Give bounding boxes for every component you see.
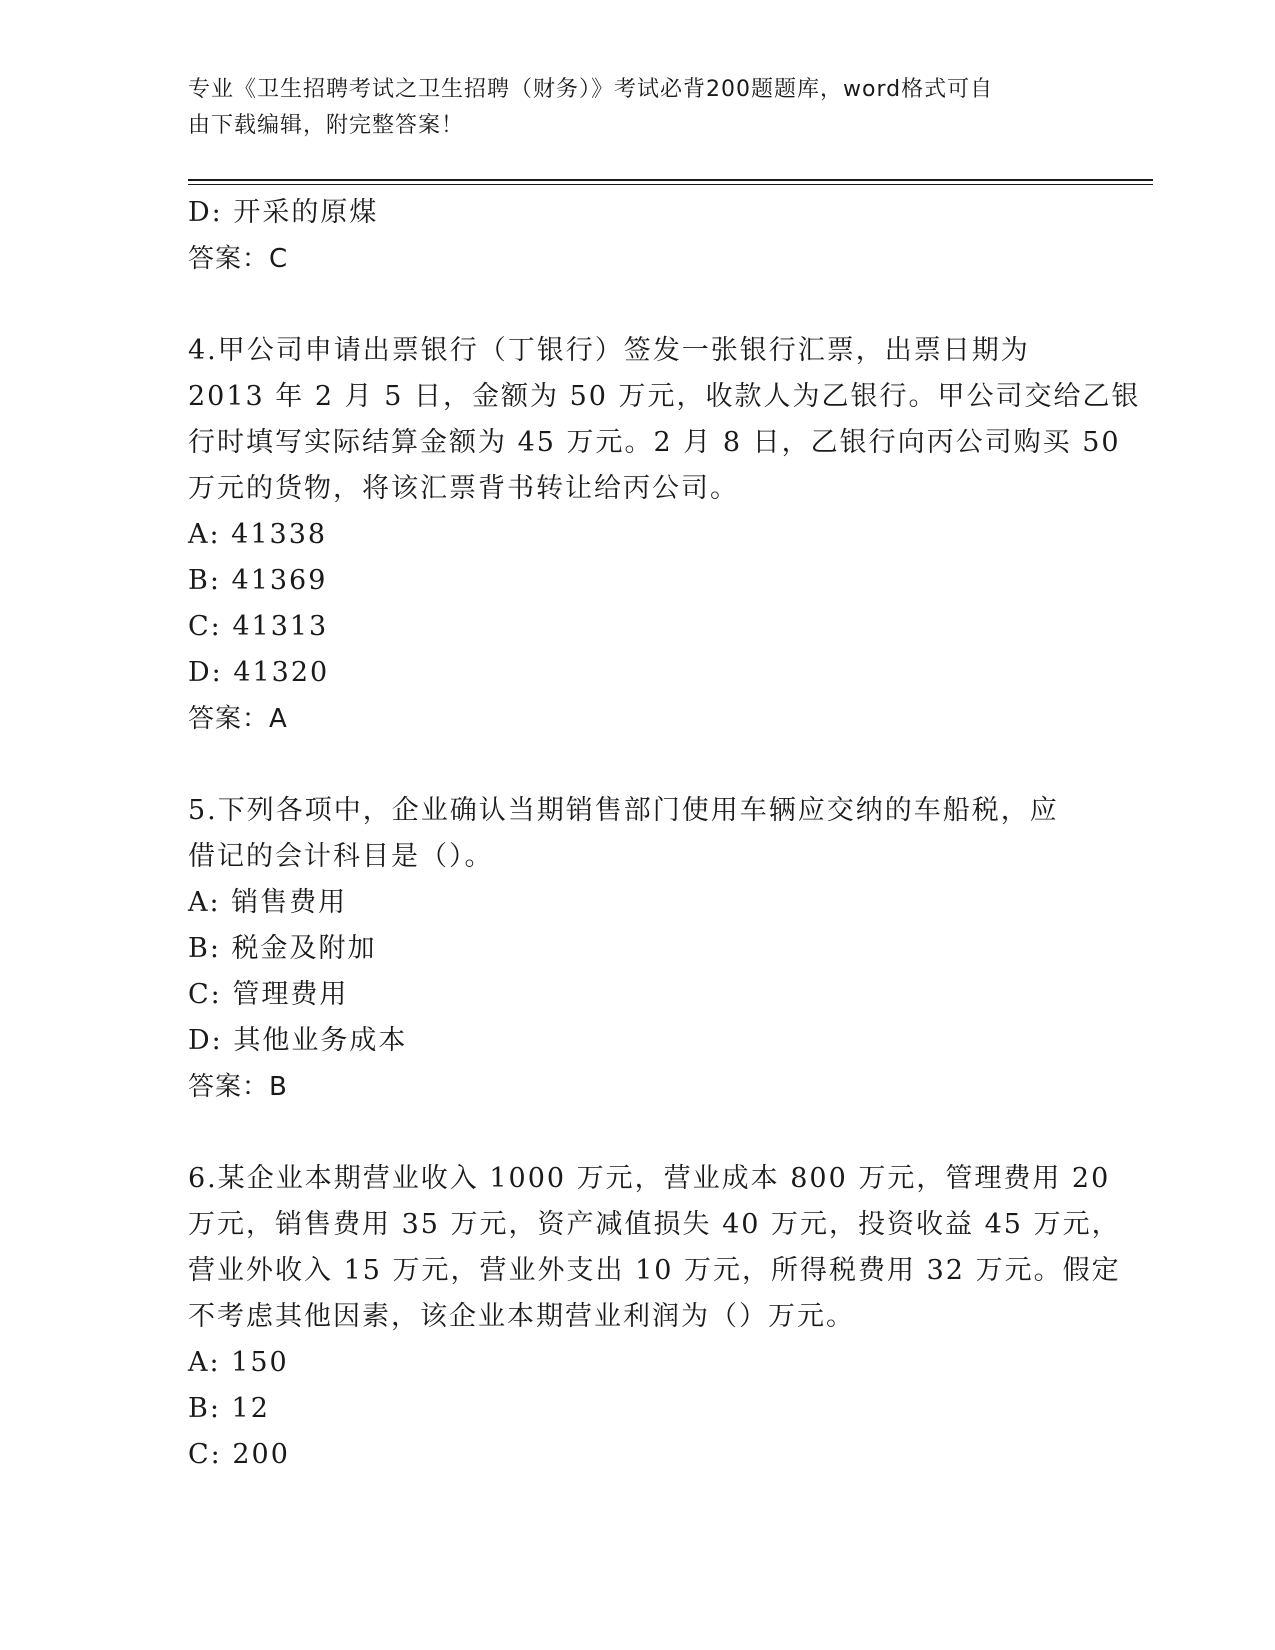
spacer xyxy=(188,282,1088,328)
option-d: D: 其他业务成本 xyxy=(188,1025,408,1056)
option-c: C: 200 xyxy=(188,1439,290,1470)
option-d: D: 开采的原煤 xyxy=(188,197,379,228)
answer-line: 答案：B xyxy=(188,1072,288,1102)
question-6 xyxy=(188,1156,1121,1478)
question-4-line-4: 万元的货物，将该汇票背书转让给丙公司。 xyxy=(188,473,739,504)
header-line-1: 专业《卫生招聘考试之卫生招聘（财务）》考试必背200题题库，word格式可自 xyxy=(188,77,994,102)
question-6-line-2: 万元，销售费用 35 万元，资产减值损失 40 万元，投资收益 45 万元， xyxy=(188,1209,1121,1240)
document-header xyxy=(188,72,1068,144)
option-a: A: 41338 xyxy=(188,519,328,550)
question-4-line-1: 4.甲公司申请出票银行（丁银行）签发一张银行汇票，出票日期为 xyxy=(188,335,1030,366)
option-d: D: 41320 xyxy=(188,657,330,688)
question-5-line-2: 借记的会计科目是（）。 xyxy=(188,841,494,872)
question-5 xyxy=(188,788,1088,1110)
question-5-line-1: 5.下列各项中，企业确认当期销售部门使用车辆应交纳的车船税，应 xyxy=(188,795,1059,826)
question-4 xyxy=(188,328,1141,742)
answer-line: 答案：A xyxy=(188,704,288,734)
spacer xyxy=(188,742,1088,788)
option-b: B: 41369 xyxy=(188,565,328,596)
question-4-line-2: 2013 年 2 月 5 日，金额为 50 万元，收款人为乙银行。甲公司交给乙银 xyxy=(188,381,1141,412)
document-body xyxy=(188,190,1141,1478)
option-b: B: 12 xyxy=(188,1393,270,1424)
option-b: B: 税金及附加 xyxy=(188,933,377,964)
question-6-line-3: 营业外收入 15 万元，营业外支出 10 万元，所得税费用 32 万元。假定 xyxy=(188,1255,1121,1286)
header-rule-thick xyxy=(188,179,1153,181)
spacer xyxy=(188,1110,1088,1156)
question-4-line-3: 行时填写实际结算金额为 45 万元。2 月 8 日，乙银行向丙公司购买 50 xyxy=(188,427,1121,458)
question-6-line-1: 6.某企业本期营业收入 1000 万元，营业成本 800 万元，管理费用 20 xyxy=(188,1163,1111,1194)
question-3-tail xyxy=(188,190,1088,282)
option-a: A: 150 xyxy=(188,1347,289,1378)
header-line-2: 由下载编辑，附完整答案！ xyxy=(188,113,465,138)
option-a: A: 销售费用 xyxy=(188,887,348,918)
question-6-line-4: 不考虑其他因素，该企业本期营业利润为（）万元。 xyxy=(188,1301,855,1332)
answer-line: 答案：C xyxy=(188,244,289,274)
header-rule-thin xyxy=(188,184,1153,185)
option-c: C: 41313 xyxy=(188,611,329,642)
option-c: C: 管理费用 xyxy=(188,979,349,1010)
